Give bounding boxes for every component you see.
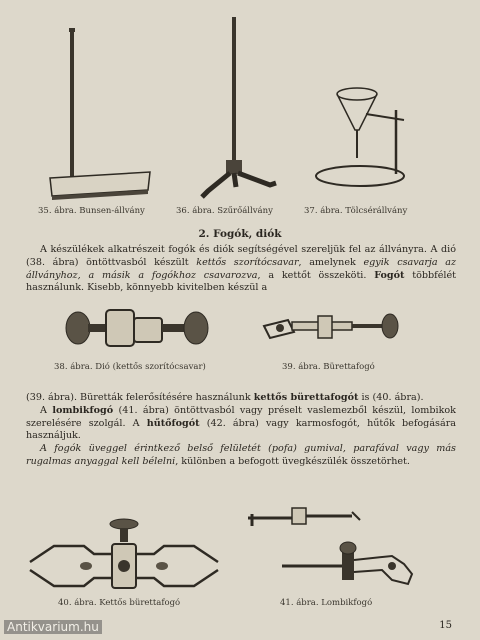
figure-38-caption: 38. ábra. Dió (kettős szorítócsavar) [54,362,206,372]
figure-35-caption: 35. ábra. Bunsen-állvány [38,206,145,216]
double-burette-clamp-illustration [24,510,224,600]
para1-text-4: többfélét használunk. Kisebb, könnyebb kivitelben készül a [26,269,456,294]
para1-text-5: (39. ábra). Büretták felerősítésére használunk [26,392,254,403]
figure-36-caption: 36. ábra. Szűrőállvány [176,206,273,216]
para3-text-1: , különben a befogott üvegkészülék összetörhet. [175,455,410,467]
bunsen-stand-illustration [40,20,160,200]
para1-bold-2: kettős bürettafogót [253,392,359,403]
watermark: Antikvarium.hu [4,620,102,634]
double-clamp-illustration [60,298,220,358]
para1-bold-1: Fogót [374,269,405,281]
para1-text-1: A készülékek alkatrészeit fogók és diók segítségével szereljük fel az állványra. A dió (38. ábra) öntöttvasból készült [26,244,456,268]
para2-text-1: A [40,404,53,416]
figure-39-caption: 39. ábra. Bürettafogó [282,362,375,372]
para1-emphasis-1: kettős szorítócsavar [196,256,299,268]
figure-41-caption: 41. ábra. Lombikfogó [280,598,373,608]
filter-stand-illustration [190,15,290,205]
paragraph-body [26,392,456,469]
para2-text-2: (41. ábra) öntöttvasból vagy préselt vaslemezből készül, lombikok szerelésére szolgál. A [26,404,456,429]
section-heading: 2. Fogók, diók [198,228,282,240]
burette-clamp-illustration [258,306,408,356]
para1-text-2: , amelynek [298,256,364,268]
figure-40-caption: 40. ábra. Kettős bürettafogó [58,598,181,608]
para1-text-6: is (40. ábra). [358,392,424,403]
para1-text-3: , a kettőt összeköti. [257,269,375,281]
flask-clamp-illustration [242,500,442,600]
funnel-stand-illustration [310,70,420,200]
page-number: 15 [439,620,452,631]
para1-emphasis-2: egyik csavarja az állványhoz, a másik a fogókhoz csavarozva [26,256,457,281]
para2-text-3: (42. ábra) vagy karmosfogót, hűtők befogására használjuk. [26,417,456,442]
figure-37-caption: 37. ábra. Tölcsérállvány [304,206,408,216]
intro-paragraph-top [26,244,456,295]
para3-emphasis-1: A fogók üveggel érintkező belső felületét (pofa) gumival, parafával vagy más rugalmas anyaggal kell bélelni [26,443,456,467]
para2-bold-2: hűtőfogót [146,417,200,429]
para2-bold-1: lombikfogó [52,404,114,416]
